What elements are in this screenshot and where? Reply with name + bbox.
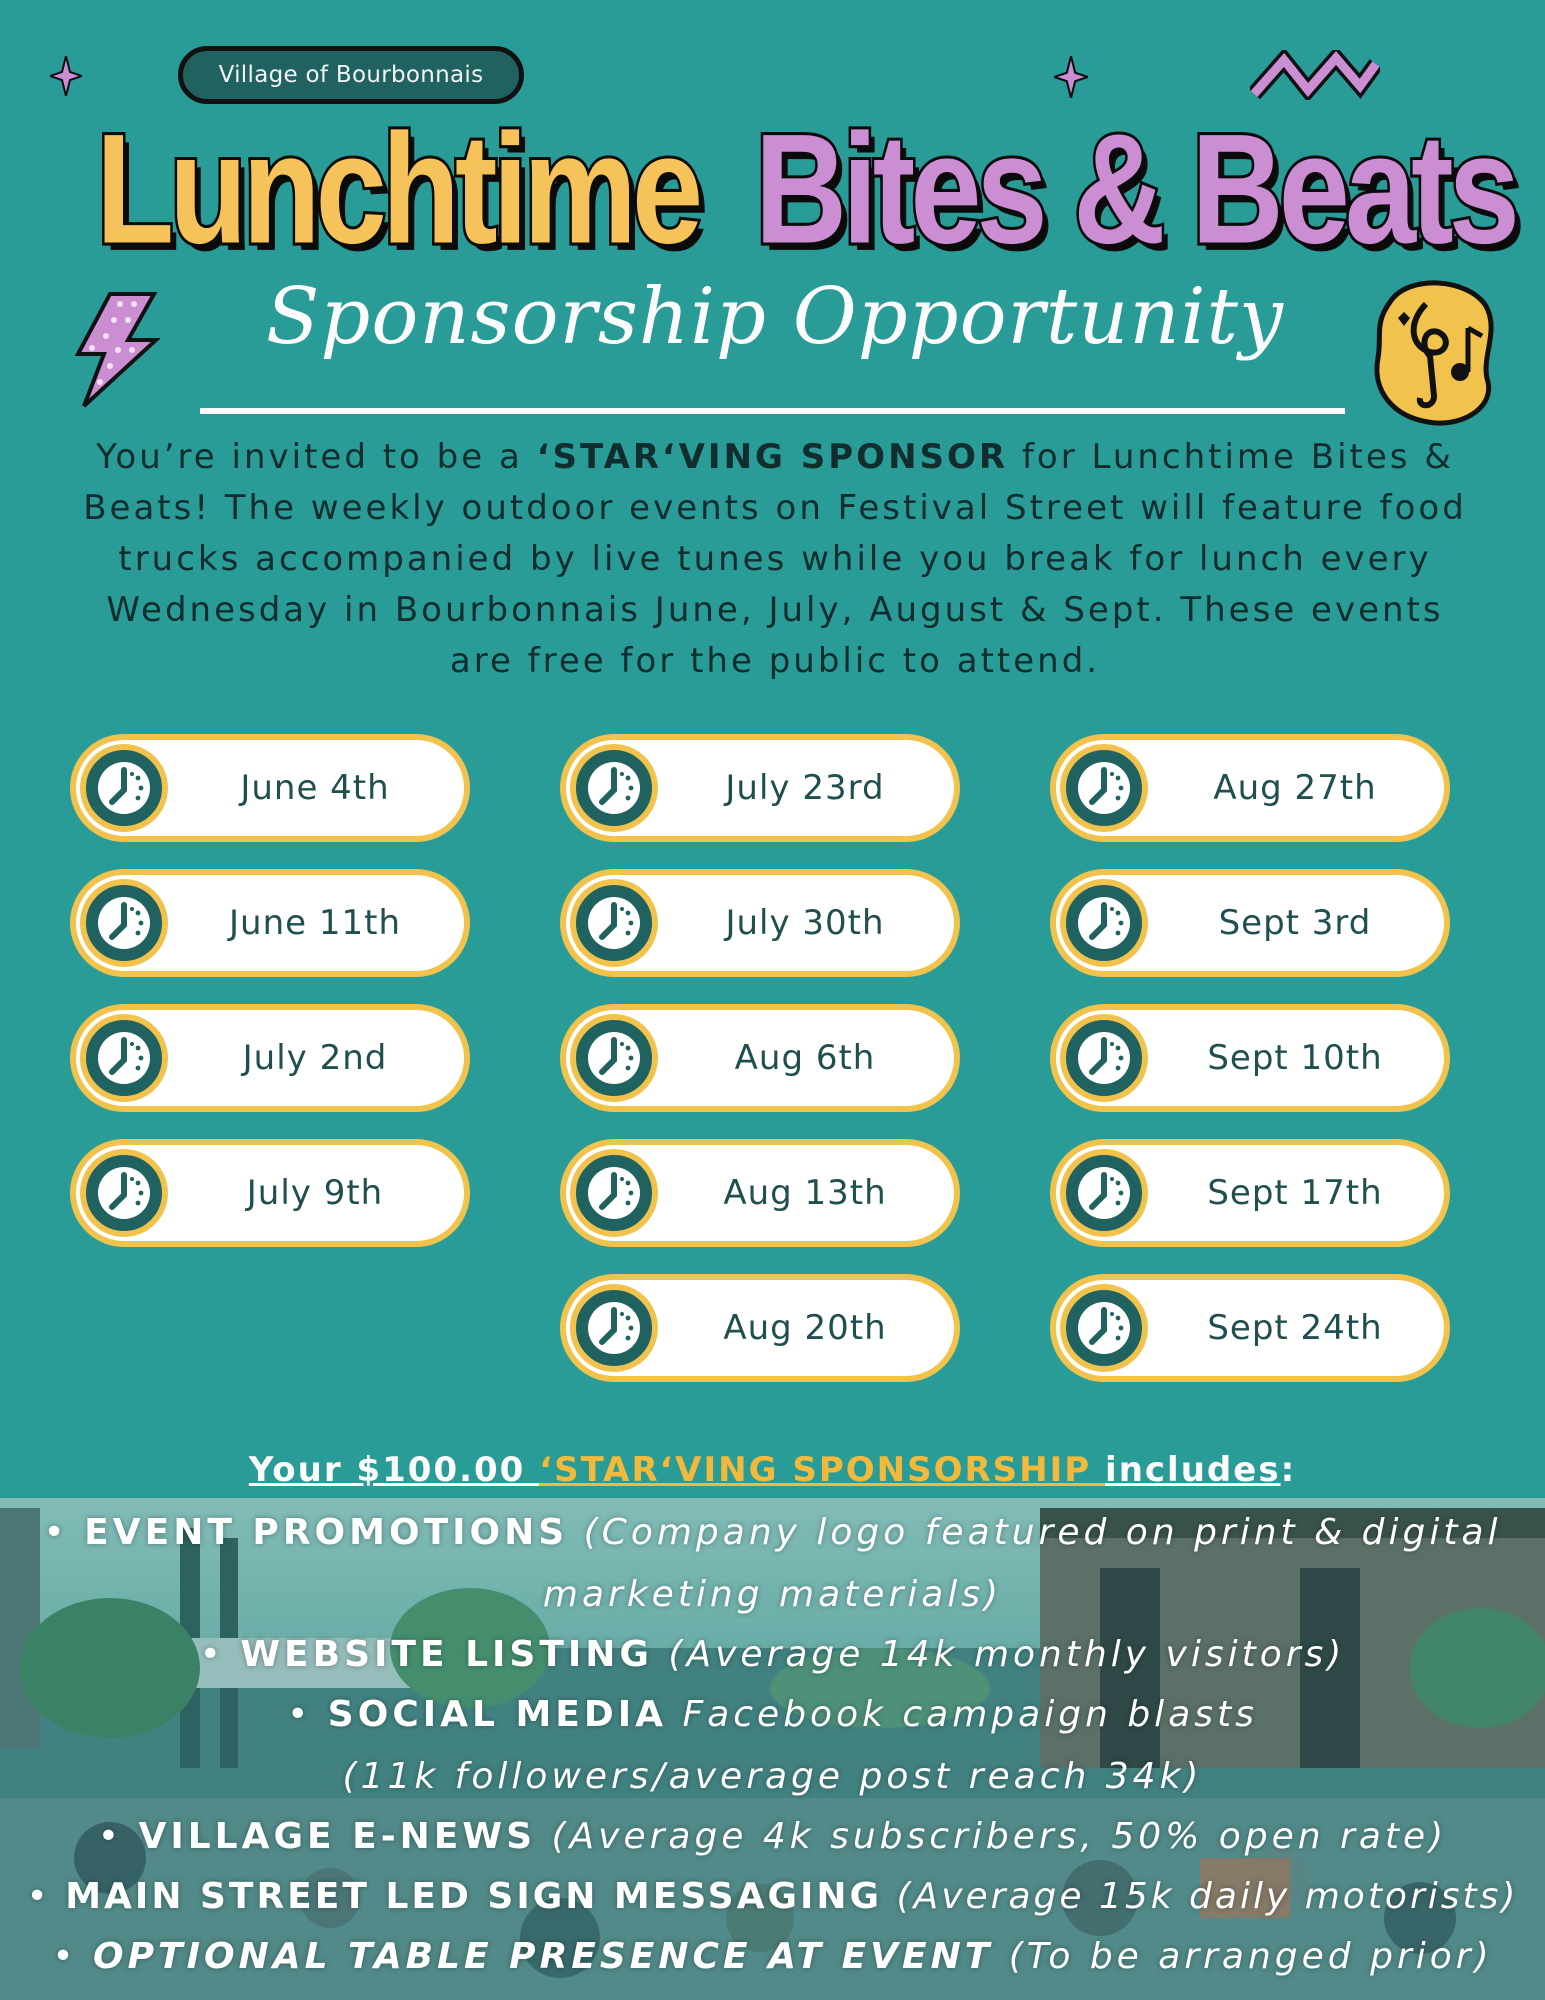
clock-icon [570, 879, 658, 967]
benefit-detail: (To be arranged prior) [1008, 1936, 1493, 1977]
date-label: Sept 24th [1207, 1308, 1383, 1348]
benefit-detail: (Average 15k daily motorists) [896, 1876, 1519, 1917]
clock-icon [80, 1149, 168, 1237]
clock-icon [570, 1014, 658, 1102]
benefit-detail: (11k followers/average post reach 34k) [342, 1756, 1203, 1797]
date-pill [1050, 869, 1450, 977]
heading-colon: : [1280, 1450, 1297, 1490]
subtitle: Sponsorship Opportunity [266, 272, 1284, 362]
date-pill [1050, 1139, 1450, 1247]
date-label: June 4th [240, 768, 390, 808]
clock-icon [1060, 744, 1148, 832]
date-label: Aug 6th [734, 1038, 876, 1078]
benefit-title: EVENT PROMOTIONS [84, 1512, 569, 1553]
benefit-title: MAIN STREET LED SIGN MESSAGING [65, 1876, 883, 1917]
zigzag-icon [1250, 50, 1380, 100]
divider [200, 408, 1345, 414]
benefit-item: • OPTIONAL TABLE PRESENCE AT EVENT (To be arranged prior) [52, 1936, 1493, 1977]
benefit-item-continued [0, 1574, 1545, 1615]
music-notes-icon [1368, 272, 1498, 432]
benefit-item: • EVENT PROMOTIONS (Company logo featured on print & digital [43, 1512, 1502, 1553]
date-pill [560, 1004, 960, 1112]
clock-icon [80, 1014, 168, 1102]
date-label: July 23rd [725, 768, 885, 808]
lightning-bolt-icon [70, 290, 160, 410]
clock-icon [570, 1149, 658, 1237]
clock-icon [1060, 1284, 1148, 1372]
clock-icon [80, 744, 168, 832]
intro-body: for Lunchtime Bites & Beats! The weekly outdoor events on Festival Street will feature food trucks accompanied by live tunes while you break for lunch every Wednesday in Bourbonnais June, July, August & Sept. These events are free for the public to attend. [83, 437, 1467, 681]
sparkle-icon [50, 56, 82, 96]
benefit-title: OPTIONAL TABLE PRESENCE AT EVENT [93, 1936, 994, 1977]
intro-paragraph [70, 432, 1480, 687]
date-label: Sept 10th [1207, 1038, 1383, 1078]
benefit-item: • SOCIAL MEDIA Facebook campaign blasts [287, 1694, 1258, 1735]
sparkle-icon [1054, 56, 1088, 98]
date-pill [1050, 1004, 1450, 1112]
benefit-detail: marketing materials) [542, 1574, 1003, 1615]
benefit-detail: (Company logo featured on print & digital [583, 1512, 1502, 1553]
intro-lead: You’re invited to be a [96, 437, 537, 477]
heading-term: ‘STAR‘VING SPONSORSHIP [539, 1450, 1106, 1490]
date-label: June 11th [229, 903, 401, 943]
benefit-detail: Facebook campaign blasts [682, 1694, 1258, 1735]
date-label: Aug 27th [1213, 768, 1377, 808]
date-pill [560, 869, 960, 977]
village-label: Village of Bourbonnais [218, 62, 484, 88]
benefit-title: WEBSITE LISTING [240, 1634, 653, 1675]
date-pill [70, 734, 470, 842]
intro-sponsor-term: ‘STAR‘VING SPONSOR [536, 437, 1009, 477]
clock-icon [570, 744, 658, 832]
date-label: Sept 17th [1207, 1173, 1383, 1213]
date-label: July 9th [246, 1173, 384, 1213]
clock-icon [1060, 879, 1148, 967]
date-label: Aug 13th [723, 1173, 887, 1213]
benefit-item: • VILLAGE E-NEWS (Average 4k subscribers, 50% open rate) [97, 1816, 1448, 1857]
benefit-item: • MAIN STREET LED SIGN MESSAGING (Average 15k daily motorists) [26, 1876, 1519, 1917]
heading-tail: includes [1105, 1450, 1281, 1490]
title-part-2: Bites & Beats [754, 102, 1515, 277]
clock-icon [80, 879, 168, 967]
date-label: July 30th [725, 903, 885, 943]
date-pill [70, 869, 470, 977]
title-part-1: Lunchtime [96, 102, 699, 277]
sponsorship-heading [0, 1450, 1545, 1490]
benefit-detail: (Average 4k subscribers, 50% open rate) [551, 1816, 1448, 1857]
date-pill [560, 1274, 960, 1382]
clock-icon [570, 1284, 658, 1372]
benefit-detail: (Average 14k monthly visitors) [668, 1634, 1346, 1675]
date-label: Sept 3rd [1218, 903, 1372, 943]
benefit-title: VILLAGE E-NEWS [138, 1816, 537, 1857]
benefit-item: • WEBSITE LISTING (Average 14k monthly visitors) [199, 1634, 1346, 1675]
date-pill [70, 1004, 470, 1112]
benefit-item-continued [0, 1756, 1545, 1797]
clock-icon [1060, 1014, 1148, 1102]
date-pill [70, 1139, 470, 1247]
date-pill [1050, 734, 1450, 842]
date-pill [560, 1139, 960, 1247]
date-label: Aug 20th [723, 1308, 887, 1348]
clock-icon [1060, 1149, 1148, 1237]
date-pill [1050, 1274, 1450, 1382]
date-label: July 2nd [242, 1038, 388, 1078]
heading-lead: Your $100.00 [248, 1450, 540, 1490]
date-pill [560, 734, 960, 842]
village-badge [178, 46, 524, 104]
benefit-title: SOCIAL MEDIA [327, 1694, 668, 1735]
